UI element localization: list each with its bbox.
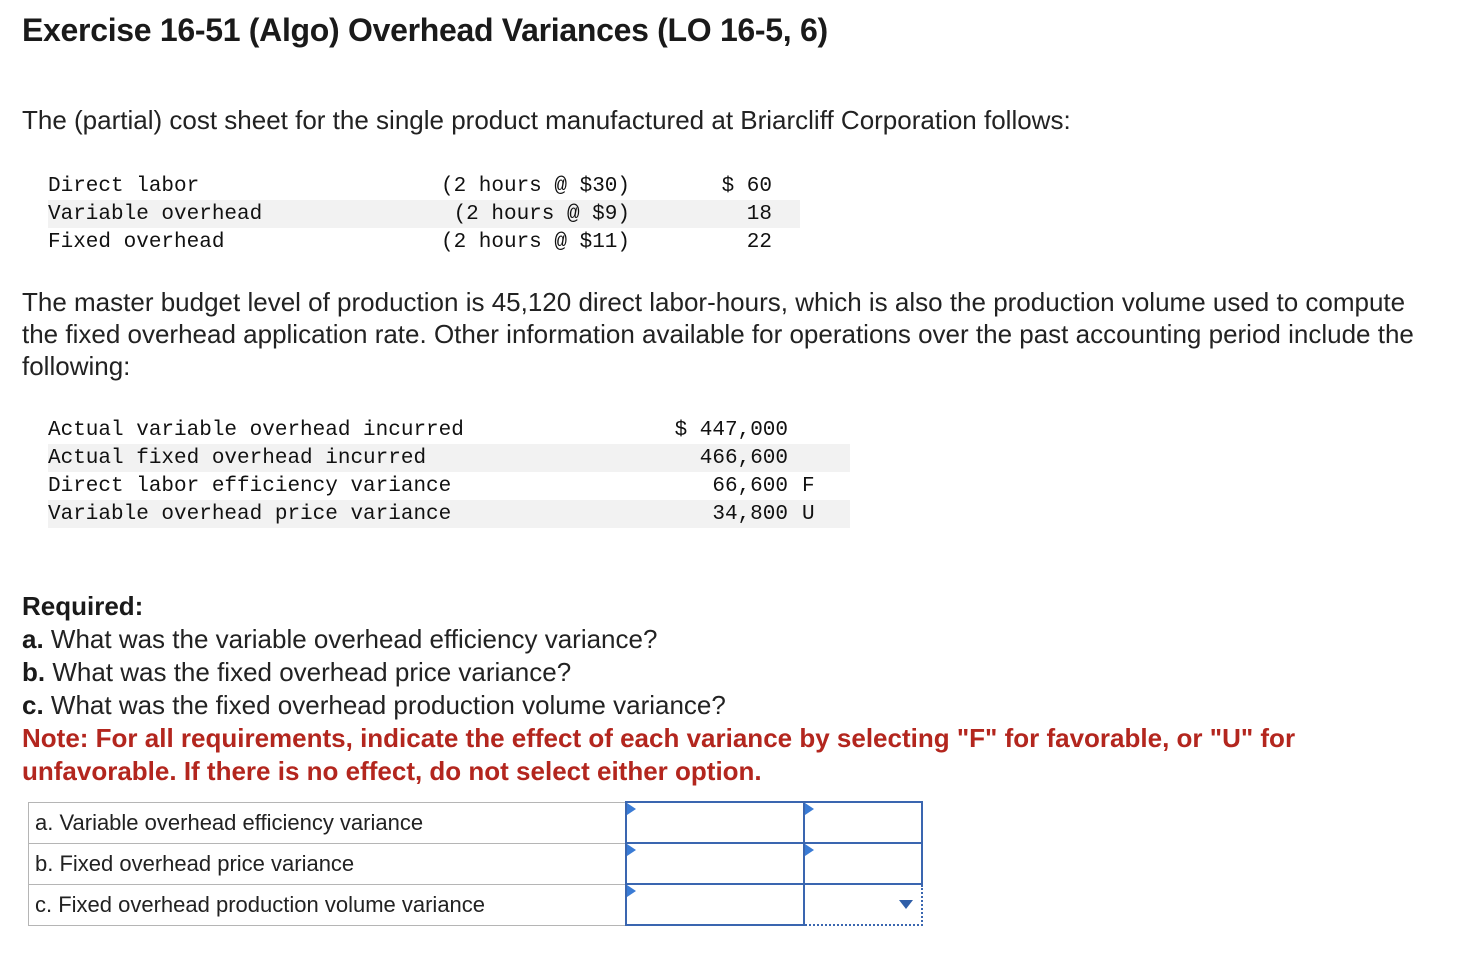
info-flag: F [802,474,815,498]
requirement-a: a. What was the variable overhead efficiency variance? [22,624,658,654]
requirement-b: b. What was the fixed overhead price variance? [22,657,572,687]
effect-select[interactable] [804,884,922,925]
info-amount: $ 447,000 [674,418,788,442]
table-row [48,228,800,256]
cost-sheet-table [48,172,800,256]
flag-icon [627,844,636,856]
cost-rate: (2 hours @ $30) [440,174,630,198]
answer-row [29,843,923,884]
other-info-table [48,416,850,528]
flag-icon [627,885,636,897]
table-row [48,500,850,528]
required-heading: Required: [22,591,144,621]
cost-amount: 22 [746,230,772,254]
cost-amount: 18 [630,200,800,228]
flag-icon [805,844,814,856]
table-row [48,172,800,200]
table-row [48,444,850,472]
info-amount: 34,800 [648,500,788,528]
answer-amount-input[interactable] [626,884,804,925]
answer-label: a. Variable overhead efficiency variance [29,802,627,843]
intro-text: The (partial) cost sheet for the single product manufactured at Briarcliff Corporation follows: [22,105,1071,135]
answer-label: b. Fixed overhead price variance [29,843,627,884]
note-text: Note: For all requirements, indicate the effect of each variance by selecting "F" for favorable, or "U" for unfavorable. If there is no effect, do not select either option. [22,723,1296,786]
answer-amount-input[interactable] [626,802,804,843]
cost-rate: (2 hours @ $9) [378,200,630,228]
effect-select[interactable] [804,843,922,884]
info-amount: 66,600 [712,474,788,498]
dropdown-arrow-icon[interactable] [899,900,913,909]
amount-field[interactable] [627,803,803,842]
table-row [48,200,800,228]
table-row [48,416,850,444]
info-flag [788,444,850,472]
cost-rate: (2 hours @ $11) [440,230,630,254]
info-flag: U [788,500,850,528]
table-row [48,472,850,500]
effect-select[interactable] [804,802,922,843]
answer-amount-input[interactable] [626,843,804,884]
flag-icon [805,803,814,815]
cost-item: Fixed overhead [48,230,225,254]
page-title: Exercise 16-51 (Algo) Overhead Variances (LO 16-5, 6) [22,12,828,48]
answer-table [28,801,923,926]
answer-row [29,884,923,925]
cost-item: Direct labor [48,174,200,198]
master-budget-text: The master budget level of production is 45,120 direct labor-hours, which is also the production volume used to compute the fixed overhead application rate. Other information available for operations over the past accounting period include the following: [22,287,1414,381]
required-section [22,590,1442,788]
cost-item: Variable overhead [48,200,378,228]
info-amount: 466,600 [648,444,788,472]
amount-field[interactable] [627,885,803,924]
info-flag [788,416,850,444]
info-item: Actual fixed overhead incurred [48,444,648,472]
info-item: Actual variable overhead incurred [48,418,464,442]
info-item: Direct labor efficiency variance [48,474,452,498]
answer-label: c. Fixed overhead production volume variance [29,884,627,925]
answer-row [29,802,923,843]
amount-field[interactable] [627,844,803,883]
flag-icon [627,803,636,815]
info-item: Variable overhead price variance [48,500,648,528]
requirement-c: c. What was the fixed overhead production volume variance? [22,690,726,720]
cost-amount: $ 60 [721,174,772,198]
